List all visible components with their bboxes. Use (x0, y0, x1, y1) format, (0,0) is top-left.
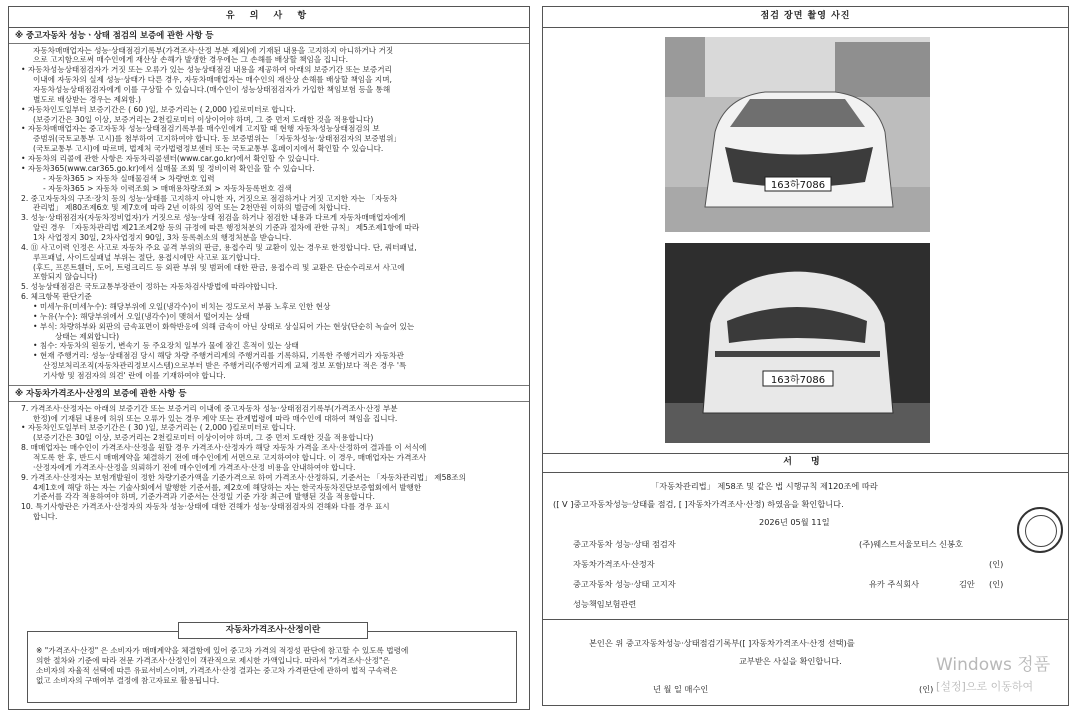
notice-line: 기사항 및 점검자의 의견' 란에 이를 기재하여야 합니다. (43, 370, 226, 380)
notice-line: 적도록 한 후, 반드시 매매계약을 체결하기 전에 매수인에게 서면으로 고지하여야 합니다. 이 경우, 매매업자는 가격조사 (33, 453, 427, 463)
buyer-seal: (인) (919, 684, 934, 694)
price-definition-title: 자동차가격조사·산정이란 (178, 622, 368, 639)
notice-line: (보증기간은 30일 이상, 보증거리는 2천킬로미터 이상이어야 하며, 그 중 먼저 도래한 것을 적용합니다) (33, 433, 374, 443)
notice-line: • 부식: 차량하부와 외판의 금속표면이 화학반응에 의해 금속이 아닌 상태로 상실되어 가는 현상(단순히 녹슬어 있는 (33, 321, 415, 331)
notice-line: 상태는 제외합니다) (55, 331, 120, 341)
definition-line: 없고 소비자의 구매여부 결정에 참고자료로 활용됩니다. (36, 675, 220, 685)
notice-line: 3. 성능·상태점검자(자동차정비업자)가 거짓으로 성능·상태 점검을 하거나 점검한 내용과 다르게 자동차매매업자에게 (21, 213, 406, 223)
notice-line: 8. 매매업자는 매수인이 가격조사·산정을 원할 경우 가격조사·산정자가 해당 자동차 가격을 조사·산정하여 결과를 이 서식에 (21, 443, 427, 453)
liability-insurance-label: 성능책임보험관련 (573, 599, 637, 609)
buyer-confirm-line2: 교부받은 사실을 확인합니다. (739, 656, 842, 666)
notice-line: • 자동차의 리콜에 관한 사항은 자동차리콜센터(www.car.go.kr)에서 확인할 수 있습니다. (21, 154, 320, 164)
signature-title: 서 명 (543, 453, 1068, 473)
notice-line: 5. 성능상태점검은 국토교통부장관이 정하는 자동차검사방법에 따라야합니다. (21, 282, 278, 292)
notice-line: 루프패널, 사이드실패널 부위는 절단, 용접시에만 사고로 표기합니다. (33, 252, 261, 262)
notice-line: (국토교통부 고시)에 따르며, 법제처 국가법령정보센터 또는 국토교통부 홈페이지에서 확인할 수 있습니다. (33, 144, 384, 154)
notice-line: 관리법」 제80조제6호 및 제7호에 따라 2년 이하의 징역 또는 2천만원 이하의 벌금에 처합니다. (33, 203, 351, 213)
windows-activation-hint: [설정]으로 이동하여 (936, 680, 1034, 693)
notice-line: 한정)에 기재된 내용에 허위 또는 오류가 있는 경우 계약 또는 관계법령에 따라 매수인에 대하여 책임을 집니다. (33, 413, 398, 423)
buyer-date-line: 년 월 일 매수인 (653, 684, 709, 694)
notice-line: 자동차매매업자는 성능·상태점검기록부(가격조사·산정 부분 제외)에 기재된 내용을 고지하지 아니하거나 거짓 (33, 45, 394, 55)
definition-line: ※ "가격조사·산정" 은 소비자가 매매계약을 체결함에 있어 중고차 가격의 적정성 판단에 참고할 수 있도록 법령에 (36, 646, 409, 655)
notice-line: • 자동차365(www.car365.go.kr)에서 실매물 조회 및 정비이력 확인을 할 수 있습니다. (21, 163, 315, 173)
notice-line: 이내에 자동차의 실제 성능·상태가 다른 경우, 자동차매매업자는 매수인의 재산상 손해를 배상할 책임을 지며, (33, 75, 392, 85)
appraiser-seal: (인) (989, 559, 1004, 569)
notice-line: • 현재 주행거리: 성능·상태점검 당시 해당 차량 주행거리계의 주행거리를 기록하되, 기록한 주행거리가 자동차관 (33, 351, 404, 361)
signature-date: 2026년 05월 11일 (759, 517, 830, 527)
notice-line: 포함되지 않습니다) (33, 272, 98, 282)
section1-title: ※ 중고자동차 성능ㆍ상태 점검의 보증에 관한 사항 등 (9, 28, 529, 44)
front-car-image (665, 37, 930, 232)
price-definition-body (36, 646, 508, 685)
notice-line: 자동차성능상태점검자에게 이를 구상할 수 있습니다.(매수인이 성능상태점검자가 가입한 책임보험 등을 통해 (33, 85, 391, 95)
notice-line: (보증기간은 30일 이상, 보증거리는 2천킬로미터 이상이어야 하며, 그 중 먼저 도래한 것을 적용합니다) (33, 114, 374, 124)
section2-title: ※ 자동차가격조사·산정의 보증에 관한 사항 등 (9, 385, 529, 402)
notice-line: 합니다. (33, 512, 58, 522)
rear-plate-text: 163하7086 (770, 375, 826, 386)
notice-line: • 침수: 자동차의 원동기, 변속기 등 주요장치 일부가 물에 잠긴 흔적이 있는 상태 (33, 341, 299, 351)
notice-line: • 미세누유(미세누수): 해당부위에 오일(냉각수)이 비치는 정도로서 부품 노후로 인한 현상 (33, 301, 331, 311)
notice-line: 증범위(국토교통부 고시)를 첨부하여 고지하여야 합니다. 동 보증범위는 「자동차성능·상태점검자의 보증범위」 (33, 134, 402, 144)
notice-line: (후드, 프론트휀더, 도어, 트렁크리드 등 외판 부위 및 범퍼에 대한 판금, 용접수리 및 교환은 단순수리로서 사고에 (33, 262, 405, 272)
notifier-company: 유카 주식회사 (869, 579, 920, 589)
photo-signature-panel (542, 6, 1069, 706)
notice-line: • 자동차인도일부터 보증기간은 ( 60 )일, 보증거리는 ( 2,000 )킬로미터로 합니다. (21, 104, 296, 114)
notice-line: 10. 특기사항란은 가격조사·산정자의 자동차 성능·상태에 대한 견해가 성능·상태점검자의 견해와 다를 경우 표시 (21, 502, 390, 512)
notice-line: - 자동차365 > 자동차 이력조회 > 매매용차량조회 > 자동차등록번호 검색 (43, 183, 292, 193)
price-definition-box (27, 625, 517, 703)
notice-line: 기준서를 각각 적용하여야 하며, 기준가격과 기준서는 산정일 기준 가장 최근에 발행된 것을 적용합니다. (33, 492, 375, 502)
rear-car-photo (665, 243, 930, 443)
notice-line: 산정보처리조직(자동차관리정보시스템)으로부터 받은 주행거리(주행거리계 교체 정보 포함)보다 적은 경우 '특 (43, 361, 407, 371)
signature-confirm-line: ([ V ]중고자동차성능·상태를 점검, [ ]자동차가격조사·산정) 하였음을 확인합니다. (553, 499, 844, 509)
notice-line: 7. 가격조사·산정자는 아래의 보증기간 또는 보증거리 이내에 중고자동차 성능·상태점검기록부(가격조사·산정 부분 (21, 403, 398, 413)
notice-line: 별도로 배상받는 경우는 제외함.) (33, 94, 141, 104)
inspector-value: (주)웨스트서울모터스 신봉호 (859, 539, 963, 549)
notice-line: 2. 중고자동차의 구조·장치 등의 성능·상태를 고지하지 아니한 자, 거짓으로 점검하거나 거짓 고지한 자는 「자동차 (21, 193, 398, 203)
notifier-label: 중고자동차 성능·상태 고지자 (573, 579, 676, 589)
photo-title: 점검 장면 촬영 사진 (543, 7, 1068, 28)
notifier-seal: (인) (989, 579, 1004, 589)
rear-car-image (665, 243, 930, 443)
appraiser-label: 자동차가격조사·산정자 (573, 559, 655, 569)
notice-line: 1차 사업정지 30일, 2차사업정지 90일, 3차 등록취소의 행정처분을 받습니다. (33, 232, 292, 242)
notice-line: • 누유(누수): 해당부위에서 오일(냉각수)이 맺혀서 떨어지는 상태 (33, 311, 250, 321)
section1-body (9, 44, 529, 381)
inspector-label: 중고자동차 성능·상태 점검자 (573, 539, 676, 549)
notice-line: 9. 가격조사·산정자는 보험개발원이 정한 차량기준가액을 기준가격으로 하여 가격조사·산정하되, 기준서는 「자동차관리법」 제58조의 (21, 472, 466, 482)
front-plate-text: 163하7086 (770, 180, 826, 191)
notice-line: 알린 경우 「자동차관리법 제21조제2항 등의 규정에 따른 행정처분의 기준과 절차에 관한 규칙」 제5조제1항에 따라 (33, 223, 420, 233)
buyer-confirm-line1: 본인은 위 중고자동차성능·상태점검기록부([ ]자동차가격조사·산정 선택)를 (589, 638, 855, 648)
notice-line: 4제1호에 해당 하는 자는 기술사회에서 발행한 기준서를, 제2호에 해당하는 자는 한국자동차진단보증협회에서 발행한 (33, 482, 422, 492)
official-seal-stamp (1017, 507, 1063, 553)
section2-body (9, 402, 529, 522)
signature-statute-line: 「자동차관리법」 제58조 및 같은 법 시행규칙 제120조에 따라 (651, 481, 878, 491)
notice-line: • 자동차매매업자는 중고자동차 성능·상태점검기록부를 매수인에게 고지할 때 현행 자동차성능상태점검의 보 (21, 124, 380, 134)
notice-line: ·산정자에게 가격조사·산정을 의뢰하기 전에 매수인에게 가격조사·산정 비용을 안내하여야 합니다. (33, 462, 356, 472)
notice-line: - 자동차365 > 자동차 실매물검색 > 차량번호 입력 (43, 173, 215, 183)
notifier-name: 김안 (959, 579, 975, 589)
windows-activation-watermark: Windows 정품 (936, 655, 1051, 675)
notice-line: 6. 체크항목 판단기준 (21, 292, 92, 302)
definition-line: 소비자의 자율적 선택에 따른 유료서비스이며, 가격조사·산정 결과는 중고차 가격판단에 관하여 법적 구속력은 (36, 665, 398, 675)
definition-line: 의한 절차와 기준에 따라 전문 가격조사·산정인이 객관적으로 제시한 가액입니다. 따라서 "가격조사·산정"은 (36, 655, 390, 665)
notice-line: 4. ⑪ 사고이력 인정은 사고로 자동차 주요 골격 부위의 판금, 용접수리 및 교환이 있는 경우로 한정합니다. 단, 쿼터패널, (21, 242, 417, 252)
front-car-photo (665, 37, 930, 232)
notice-line: 으로 고지함으로써 매수인에게 재산상 손해가 발생한 경우에는 그 손해를 배상할 책임을 집니다. (33, 55, 349, 65)
notice-line: • 자동차인도일부터 보증기간은 ( 30 )일, 보증거리는 ( 2,000 )킬로미터로 합니다. (21, 423, 296, 433)
notice-header: 유 의 사 항 (9, 7, 529, 28)
notice-line: • 자동차성능상태점검자가 거짓 또는 오류가 있는 성능상태점검 내용을 제공하여 아래의 보증기간 또는 보증거리 (21, 65, 392, 75)
notice-panel (8, 6, 530, 710)
